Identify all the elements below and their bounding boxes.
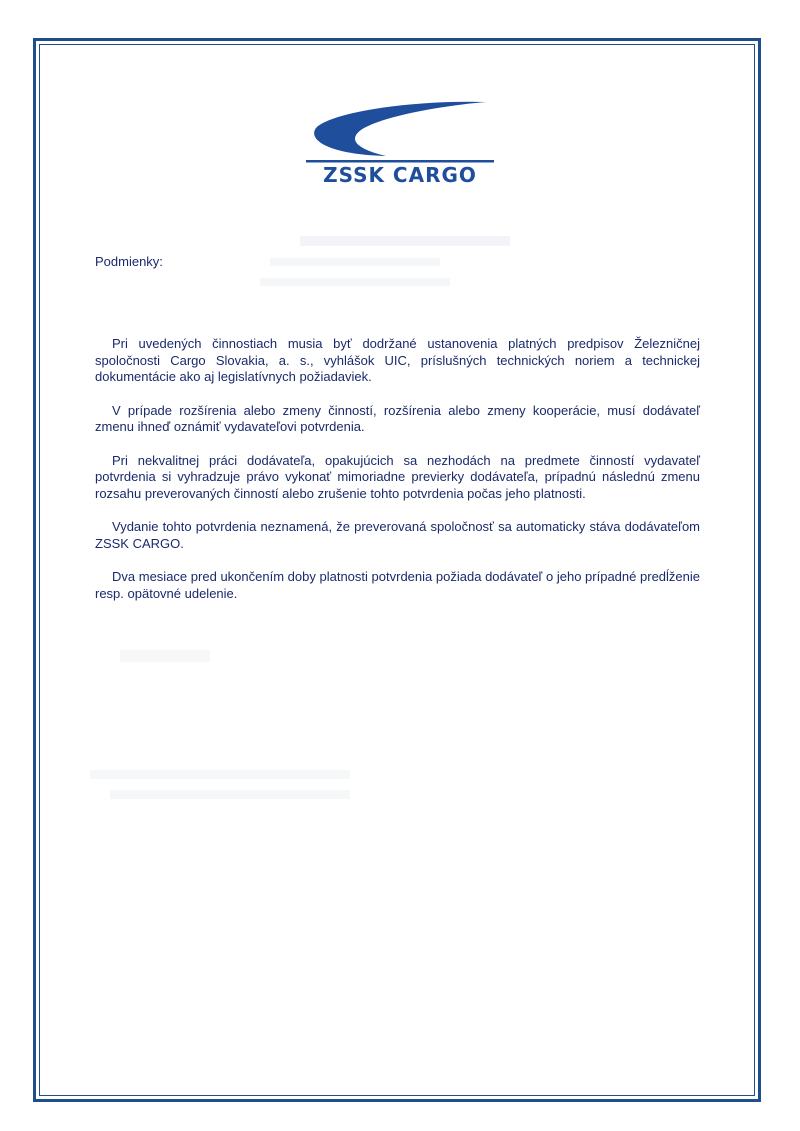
conditions-body [95, 336, 700, 619]
paragraph-no-automatic-supplier: Vydanie tohto potvrdenia neznamená, že preverovaná spoločnosť sa automaticky stáva dodávateľom ZSSK CARGO. [95, 519, 700, 551]
bleed-through-mark [260, 278, 450, 286]
paragraph-scope-change: V prípade rozšírenia alebo zmeny činností, rozšírenia alebo zmeny kooperácie, musí dodávateľ zmenu ihneď oznámiť vydavateľovi potvrdenia. [95, 402, 700, 434]
paragraph-standards: Pri uvedených činnostiach musia byť dodržané ustanovenia platných predpisov Železničnej spoločnosti Cargo Slovakia, a. s., vyhlášok UIC, príslušných technických noriem a technickej dokumentácie ako aj legislatívnych požiadaviek. [95, 336, 700, 384]
zssk-cargo-logo [300, 96, 500, 191]
swoosh-icon [300, 96, 500, 166]
paragraph-audits: Pri nekvalitnej práci dodávateľa, opakujúcich sa nezhodách na predmete činností vydavateľ potvrdenia si vyhradzuje právo vykonať mimoriadne previerky dodávateľa, prípadnú následnú zmenu rozsahu preverovaných činností alebo zrušenie tohto potvrdenia počas jeho platnosti. [95, 452, 700, 501]
conditions-heading: Podmienky: [95, 254, 163, 269]
bleed-through-mark [120, 650, 210, 662]
paragraph-renewal: Dva mesiace pred ukončením doby platnosti potvrdenia požiada dodávateľ o jeho prípadné predĺženie resp. opätovné udelenie. [95, 569, 700, 601]
bleed-through-mark [270, 258, 440, 266]
bleed-through-mark [110, 790, 350, 799]
bleed-through-mark [300, 236, 510, 246]
bleed-through-mark [90, 770, 350, 779]
logo-brand-text: ZSSK CARGO [323, 163, 477, 187]
